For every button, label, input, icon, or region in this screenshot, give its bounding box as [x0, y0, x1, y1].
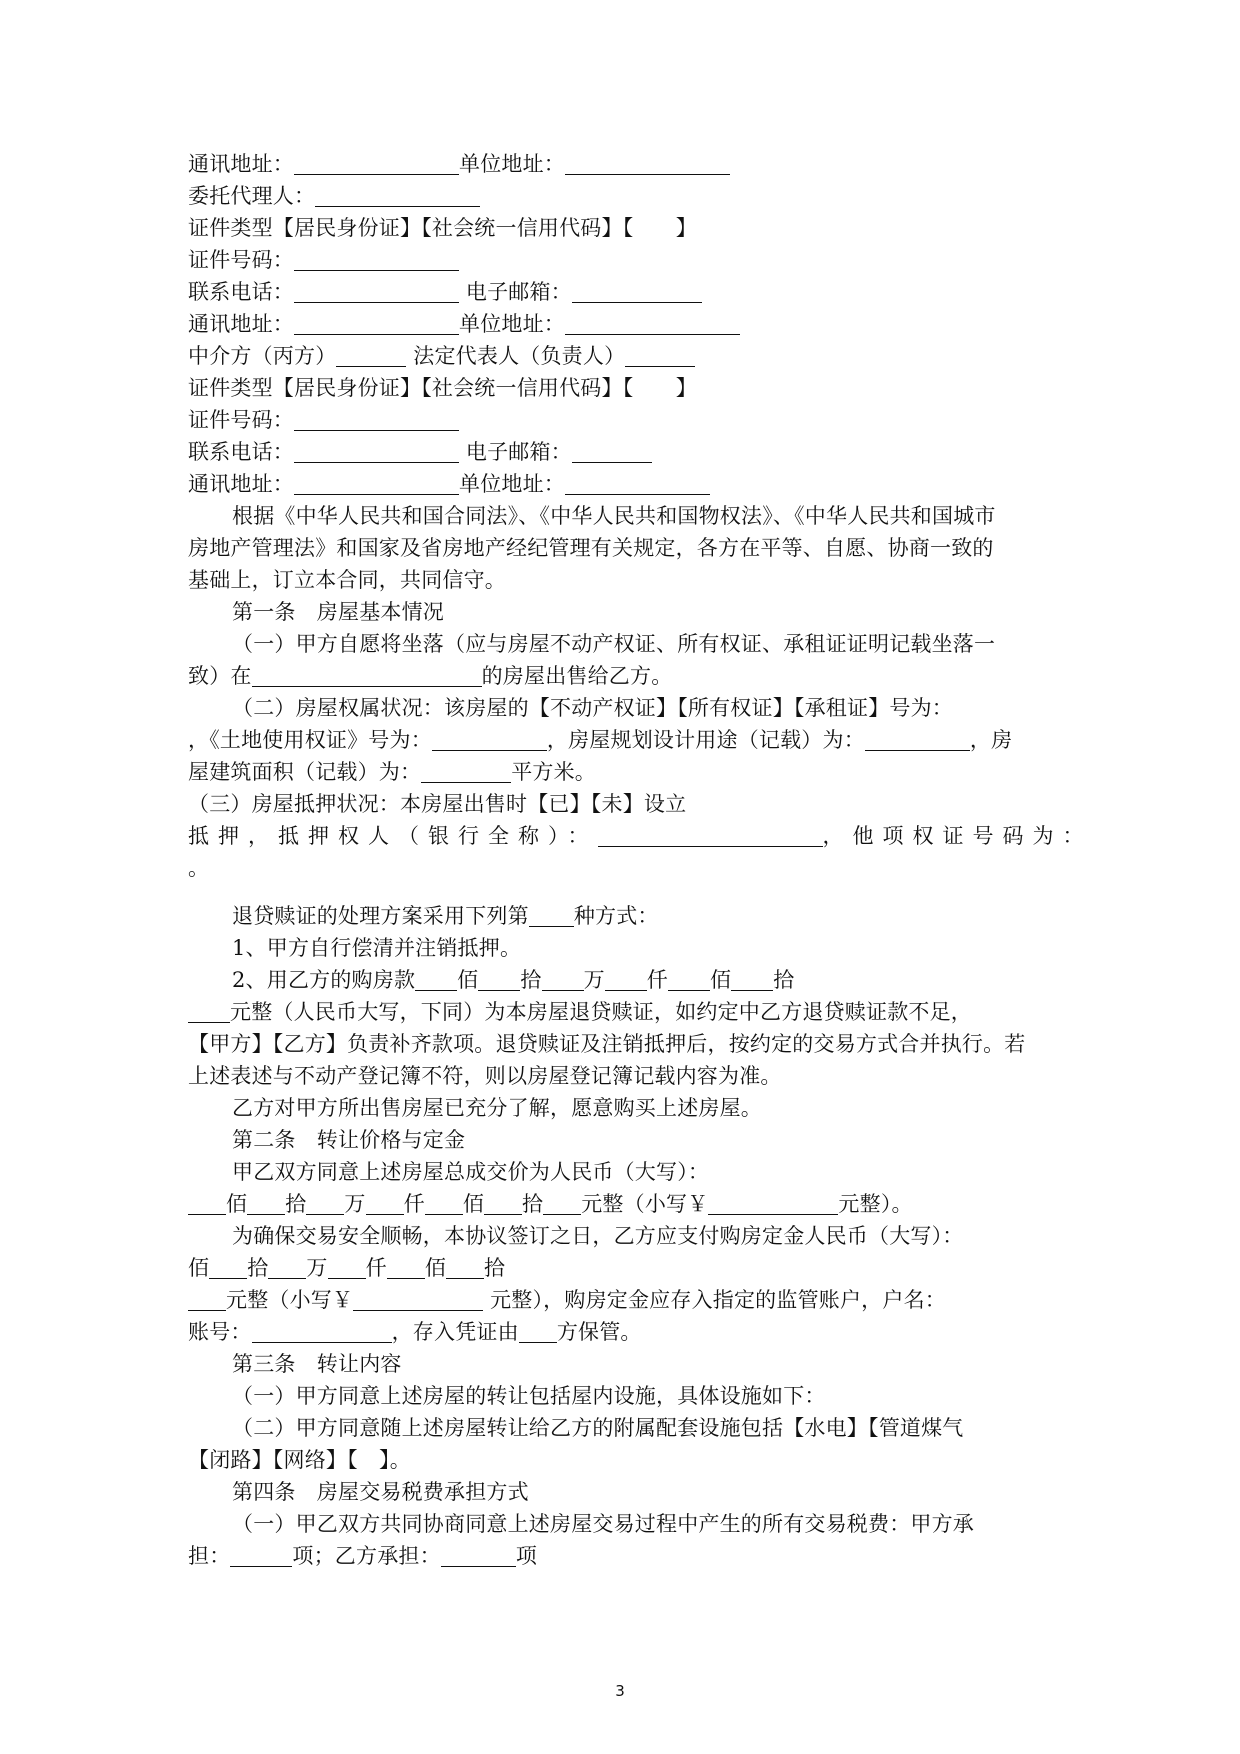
page-number: 3 — [615, 1682, 625, 1700]
blank-field[interactable] — [572, 280, 702, 303]
blank-field[interactable] — [542, 968, 584, 991]
blank-field[interactable] — [268, 1256, 306, 1279]
line-12: 根据《中华人民共和国合同法》、《中华人民共和国物权法》、《中华人民共和国城市 — [232, 504, 996, 528]
blank-field[interactable] — [294, 312, 459, 335]
line-26: 2、用乙方的购房款 佰 拾 万 仟 佰 拾 — [232, 968, 795, 992]
line-18: （二）房屋权属状况：该房屋的【不动产权证】【所有权证】【承租证】号为： — [232, 696, 953, 720]
line-37: 账号： ，存入凭证由 方保管。 — [188, 1320, 642, 1344]
blank-field[interactable] — [478, 968, 520, 991]
section-heading-1: 第一条 房屋基本情况 — [232, 600, 444, 624]
blank-field[interactable] — [519, 1320, 557, 1343]
blank-field[interactable] — [529, 904, 574, 927]
blank-field[interactable] — [421, 760, 511, 783]
blank-field[interactable] — [328, 1256, 366, 1279]
blank-field[interactable] — [387, 1256, 425, 1279]
line-13: 房地产管理法》和国家及省房地产经纪管理有关规定，各方在平等、自愿、协商一致的 — [188, 536, 994, 560]
blank-field[interactable] — [230, 1544, 292, 1567]
line-19: ，《土地使用权证》号为： ，房屋规划设计用途（记载）为： ，房 — [188, 728, 1013, 752]
blank-field[interactable] — [315, 184, 480, 207]
blank-field[interactable] — [565, 152, 730, 175]
blank-field[interactable] — [294, 408, 459, 431]
blank-field[interactable] — [446, 1256, 484, 1279]
blank-field[interactable] — [209, 1256, 247, 1279]
blank-field[interactable] — [605, 968, 647, 991]
line-02: 委托代理人： — [188, 180, 1058, 212]
line-30: 乙方对甲方所出售房屋已充分了解，愿意购买上述房屋。 — [232, 1096, 762, 1120]
line-36: 元整（小写￥ 元整），购房定金应存入指定的监管账户，户名： — [188, 1284, 1058, 1316]
blank-field[interactable] — [336, 344, 406, 367]
line-29: 上述表述与不动产登记簿不符，则以房屋登记簿记载内容为准。 — [188, 1064, 782, 1088]
line-01: 通讯地址： 单位地址： — [188, 148, 1058, 180]
blank-field[interactable] — [708, 1192, 838, 1215]
blank-field[interactable] — [366, 1192, 404, 1215]
blank-field[interactable] — [188, 1000, 230, 1023]
blank-field[interactable] — [306, 1192, 344, 1215]
line-20: 屋建筑面积（记载）为： 平方米。 — [188, 760, 597, 784]
line-28: 【甲方】【乙方】负责补齐款项。退贷赎证及注销抵押后，按约定的交易方式合并执行。若 — [188, 1032, 1026, 1056]
line-24: 退贷赎证的处理方案采用下列第 种方式： — [232, 904, 659, 928]
line-39: （一）甲方同意上述房屋的转让包括屋内设施，具体设施如下： — [232, 1384, 826, 1408]
blank-field[interactable] — [565, 472, 710, 495]
line-09: 证件号码： — [188, 404, 1058, 436]
line-41: 【闭路】【网络】【 】。 — [188, 1448, 411, 1472]
blank-field[interactable] — [543, 1192, 581, 1215]
line-03: 证件类型【居民身份证】【社会统一信用代码】【 】 — [188, 216, 697, 240]
blank-field[interactable] — [572, 440, 652, 463]
blank-field[interactable] — [294, 248, 459, 271]
line-14: 基础上，订立本合同，共同信守。 — [188, 568, 506, 592]
blank-field[interactable] — [598, 824, 823, 847]
blank-field[interactable] — [294, 152, 459, 175]
line-08: 证件类型【居民身份证】【社会统一信用代码】【 】 — [188, 376, 697, 400]
section-heading-3: 第三条 转让内容 — [232, 1352, 402, 1376]
blank-field[interactable] — [252, 1320, 392, 1343]
blank-field[interactable] — [294, 280, 459, 303]
line-32: 甲乙双方同意上述房屋总成交价为人民币（大写）： — [232, 1160, 710, 1184]
line-27: 元整（人民币大写，下同）为本房屋退贷赎证，如约定中乙方退贷赎证款不足， — [188, 996, 1058, 1028]
line-33: 佰 拾 万 仟 佰 拾 元整（小写￥ 元整）。 — [188, 1188, 1058, 1220]
line-25: 1、甲方自行偿清并注销抵押。 — [232, 936, 522, 960]
line-07: 中介方（丙方） 法定代表人（负责人） — [188, 340, 1058, 372]
section-heading-4: 第四条 房屋交易税费承担方式 — [232, 1480, 529, 1504]
line-21: （三）房屋抵押状况：本房屋出售时【已】【未】设立 — [188, 792, 687, 816]
section-heading-2: 第二条 转让价格与定金 — [232, 1128, 466, 1152]
line-43: （一）甲乙双方共同协商同意上述房屋交易过程中产生的所有交易税费：甲方承 — [232, 1512, 974, 1536]
blank-field[interactable] — [425, 1192, 463, 1215]
blank-field[interactable] — [294, 440, 459, 463]
blank-field[interactable] — [188, 1288, 226, 1311]
line-23: 。 — [188, 856, 210, 880]
line-40: （二）甲方同意随上述房屋转让给乙方的附属配套设施包括【水电】【管道煤气 — [232, 1416, 964, 1440]
blank-field[interactable] — [415, 968, 457, 991]
line-35: 佰 拾 万 仟 佰 拾 — [188, 1256, 506, 1280]
blank-field[interactable] — [432, 728, 547, 751]
line-17: 致）在 的房屋出售给乙方。 — [188, 664, 673, 688]
line-11: 通讯地址： 单位地址： — [188, 468, 1058, 500]
line-16: （一）甲方自愿将坐落（应与房屋不动产权证、所有权证、承租证证明记载坐落一 — [232, 632, 996, 656]
line-06: 通讯地址： 单位地址： — [188, 308, 1058, 340]
blank-field[interactable] — [441, 1544, 516, 1567]
blank-field[interactable] — [247, 1192, 285, 1215]
line-34: 为确保交易安全顺畅，本协议签订之日，乙方应支付购房定金人民币（大写）： — [232, 1224, 964, 1248]
blank-field[interactable] — [484, 1192, 522, 1215]
blank-field[interactable] — [294, 472, 459, 495]
blank-field[interactable] — [252, 664, 482, 687]
blank-field[interactable] — [625, 344, 695, 367]
blank-field[interactable] — [731, 968, 773, 991]
line-04: 证件号码： — [188, 244, 1058, 276]
blank-field[interactable] — [668, 968, 710, 991]
blank-field[interactable] — [565, 312, 740, 335]
line-10: 联系电话： 电子邮箱： — [188, 436, 1058, 468]
blank-field[interactable] — [188, 1192, 226, 1215]
blank-field[interactable] — [865, 728, 970, 751]
blank-field[interactable] — [353, 1288, 483, 1311]
line-22: 抵押，抵押权人（银行全称）： ，他项权证号码为： — [188, 824, 1093, 848]
line-44: 担： 项；乙方承担： 项 — [188, 1544, 538, 1568]
line-05: 联系电话： 电子邮箱： — [188, 276, 1058, 308]
